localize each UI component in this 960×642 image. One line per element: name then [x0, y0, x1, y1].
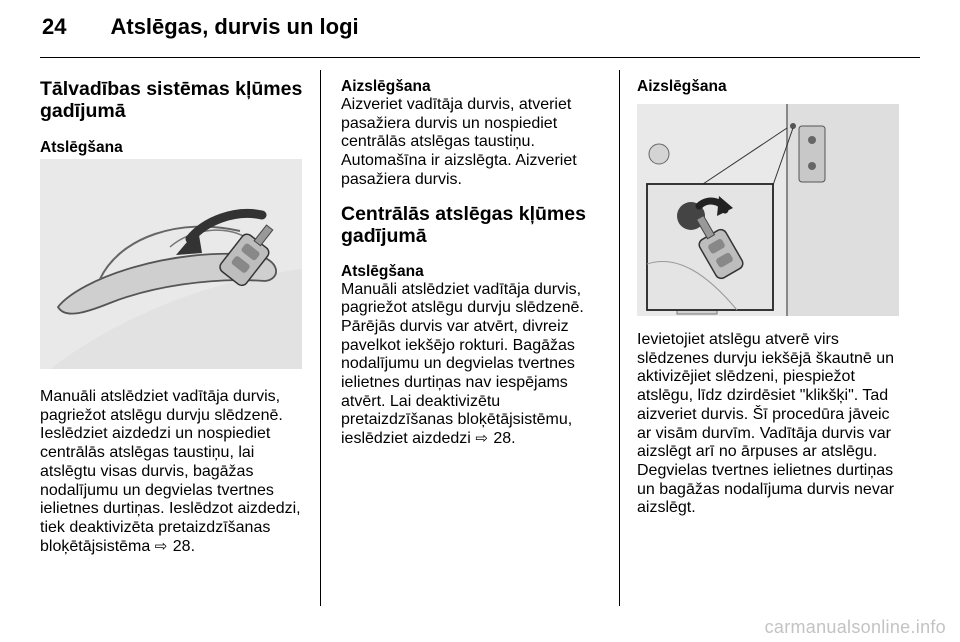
cross-reference-arrow-icon: ⇨ — [154, 537, 168, 555]
page-number: 24 — [42, 14, 67, 39]
paragraph-manual-unlock-text: Manuāli atslēdziet vadītāja durvis, pagriežot atslēgu durvju slēdzenē. Ieslēdziet aizdedzi un nospiediet centrālās atslēgas taustiņu, lai atslēgtu visas durvis, bagāžas nodalījumu un degvielas tvertnes ielietnes durtiņas. Ieslēdzot aizdedzi, tiek deaktivizēta pretaizdzīšanas bloķētājsistēma — [40, 388, 301, 555]
door-handle-key-illustration — [40, 159, 302, 369]
chapter-title: Atslēgas, durvis un logi — [110, 14, 359, 39]
section-title-central-lock-failure: Centrālās atslēgas kļūmes gadījumā — [341, 202, 586, 247]
column-3-body — [637, 331, 907, 518]
column-3 — [637, 78, 899, 96]
watermark: carmanualsonline.info — [764, 617, 946, 637]
column-1 — [40, 78, 308, 157]
subheading-locking: Aizslēgšana — [341, 78, 431, 95]
column-divider-1 — [320, 70, 321, 606]
subheading-unlocking-2: Atslēgšana — [341, 262, 424, 280]
subheading-unlocking: Atslēgšana — [40, 139, 123, 156]
paragraph-locking: Aizveriet vadītāja durvis, atveriet pasažiera durvis un nospiediet centrālās atslēgas taustiņu. Automašīna ir aizslēgta. Aizveriet pasažiera durvis. — [341, 96, 577, 188]
column-divider-2 — [619, 70, 620, 606]
column-1-body — [40, 388, 312, 556]
section-title-remote-failure: Tālvadības sistēmas kļūmes gadījumā — [40, 78, 303, 122]
cross-reference-page-link[interactable]: 28. — [493, 430, 516, 448]
door-lock-key-insertion-illustration — [637, 104, 899, 316]
paragraph-manual-unlock — [40, 388, 312, 556]
subheading-locking-3: Aizslēgšana — [637, 78, 727, 95]
column-2 — [341, 78, 609, 449]
page-header — [42, 14, 359, 40]
cross-reference-arrow-icon: ⇨ — [475, 430, 488, 448]
paragraph-lock-from-inside: Ievietojiet atslēgu atverē virs slēdzenes durvju iekšējā škautnē un aktivizējiet slēdzeni, piespiežot atslēgu, līdz dzirdēsiet "klikšķi". Tad aizveriet durvis. Šī procedūra jāveic ar visām durvīm. Vadītāja durvis var aizslēgt arī no ārpuses ar atslēgu. Degvielas tvertnes ielietnes durtiņas un bagāžas nodalījuma durvis nevar aizslēgt. — [637, 331, 895, 517]
header-rule — [40, 57, 920, 58]
paragraph-manual-unlock-2 — [341, 281, 609, 449]
door-handle-key-drawing — [40, 159, 302, 369]
paragraph-manual-unlock-2-text: Manuāli atslēdziet vadītāja durvis, pagriežot atslēgu durvju slēdzenē. Pārējās durvis var atvērt, divreiz pavelkot iekšējo rokturi. Bagāžas nodalījumu un degvielas tvertnes ielietnes durtiņas nav iespējams atvērt. Lai deaktivizētu pretaizdzīšanas bloķētājsistēmu, ieslēdziet aizdedzi — [341, 280, 584, 448]
cross-reference-page-link[interactable]: 28. — [172, 537, 196, 555]
door-lock-key-drawing — [637, 104, 899, 316]
